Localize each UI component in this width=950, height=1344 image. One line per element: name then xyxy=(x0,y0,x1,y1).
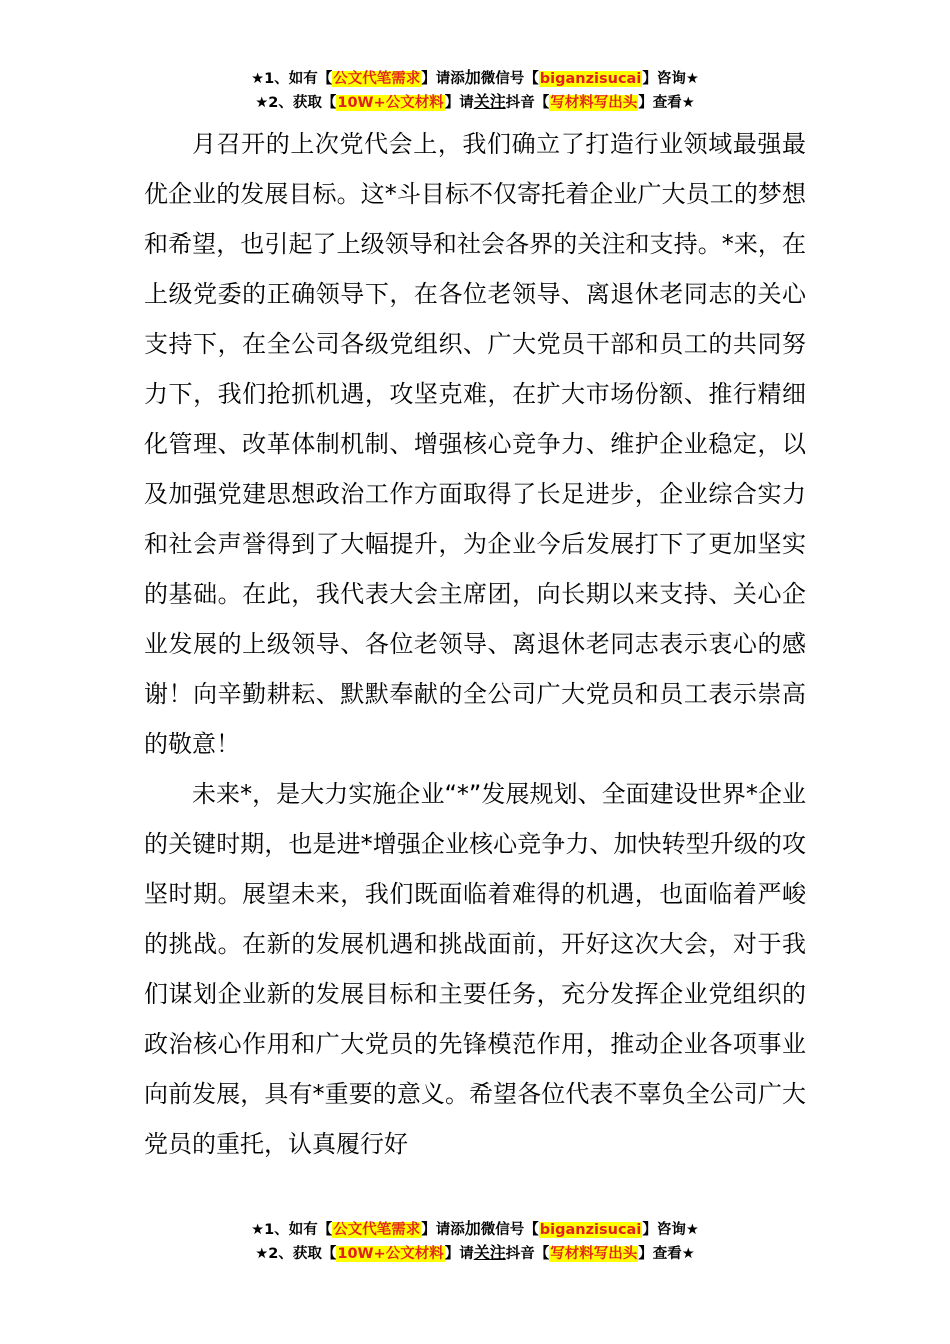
paragraph: 月召开的上次党代会上，我们确立了打造行业领域最强最优企业的发展目标。这*斗目标不仅寄托着企业广大员工的梦想和希望，也引起了上级领导和社会各界的关注和支持。*来，在上级党委的正确领导下，在各位老领导、离退休老同志的关心支持下，在全公司各级党组织、广大党员干部和员工的共同努力下，我们抢抓机遇，攻坚克难，在扩大市场份额、推行精细化管理、改革体制机制、增强核心竞争力、维护企业稳定，以及加强党建思想政治工作方面取得了长足进步，企业综合实力和社会声誉得到了大幅提升，为企业今后发展打下了更加坚实的基础。在此，我代表大会主席团，向长期以来支持、关心企业发展的上级领导、各位老领导、离退休老同志表示衷心的感谢！向辛勤耕耘、默默奉献的全公司广大党员和员工表示崇高的敬意！ xyxy=(144,130,806,758)
banner-highlight: 公文代笔需求 xyxy=(333,1222,421,1238)
paragraph: 未来*，是大力实施企业“*”发展规划、全面建设世界*企业的关键时期，也是进*增强企业核心竞争力、加快转型升级的攻坚时期。展望未来，我们既面临着难得的机遇，也面临着严峻的挑战。在新的发展机遇和挑战面前，开好这次大会，对于我们谋划企业新的发展目标和主要任务，充分发挥企业党组织的政治核心作用和广大党员的先锋模范作用，推动企业各项事业向前发展，具有*重要的意义。希望各位代表不辜负全公司广大党员的重托，认真履行好 xyxy=(144,780,806,1158)
banner-line-1: ★1、如有【公文代笔需求】请添加微信号【biganzisucai】咨询★ xyxy=(251,1219,699,1238)
wechat-id-highlight: biganzisucai xyxy=(539,71,642,87)
wechat-id-highlight: biganzisucai xyxy=(539,1222,642,1238)
banner-line-1: ★1、如有【公文代笔需求】请添加微信号【biganzisucai】咨询★ xyxy=(251,68,699,87)
bottom-banner xyxy=(0,1217,950,1265)
banner-line-2: ★2、获取【10W+公文材料】请关注抖音【写材料写出头】查看★ xyxy=(255,1243,695,1262)
douyin-highlight: 写材料写出头 xyxy=(550,1246,638,1262)
banner-highlight: 公文代笔需求 xyxy=(333,71,421,87)
douyin-highlight: 写材料写出头 xyxy=(550,95,638,111)
document-body xyxy=(144,119,806,1169)
banner-highlight: 10W+公文材料 xyxy=(337,95,444,111)
top-banner xyxy=(0,66,950,114)
banner-line-2: ★2、获取【10W+公文材料】请关注抖音【写材料写出头】查看★ xyxy=(255,92,695,111)
banner-highlight: 10W+公文材料 xyxy=(337,1246,444,1262)
